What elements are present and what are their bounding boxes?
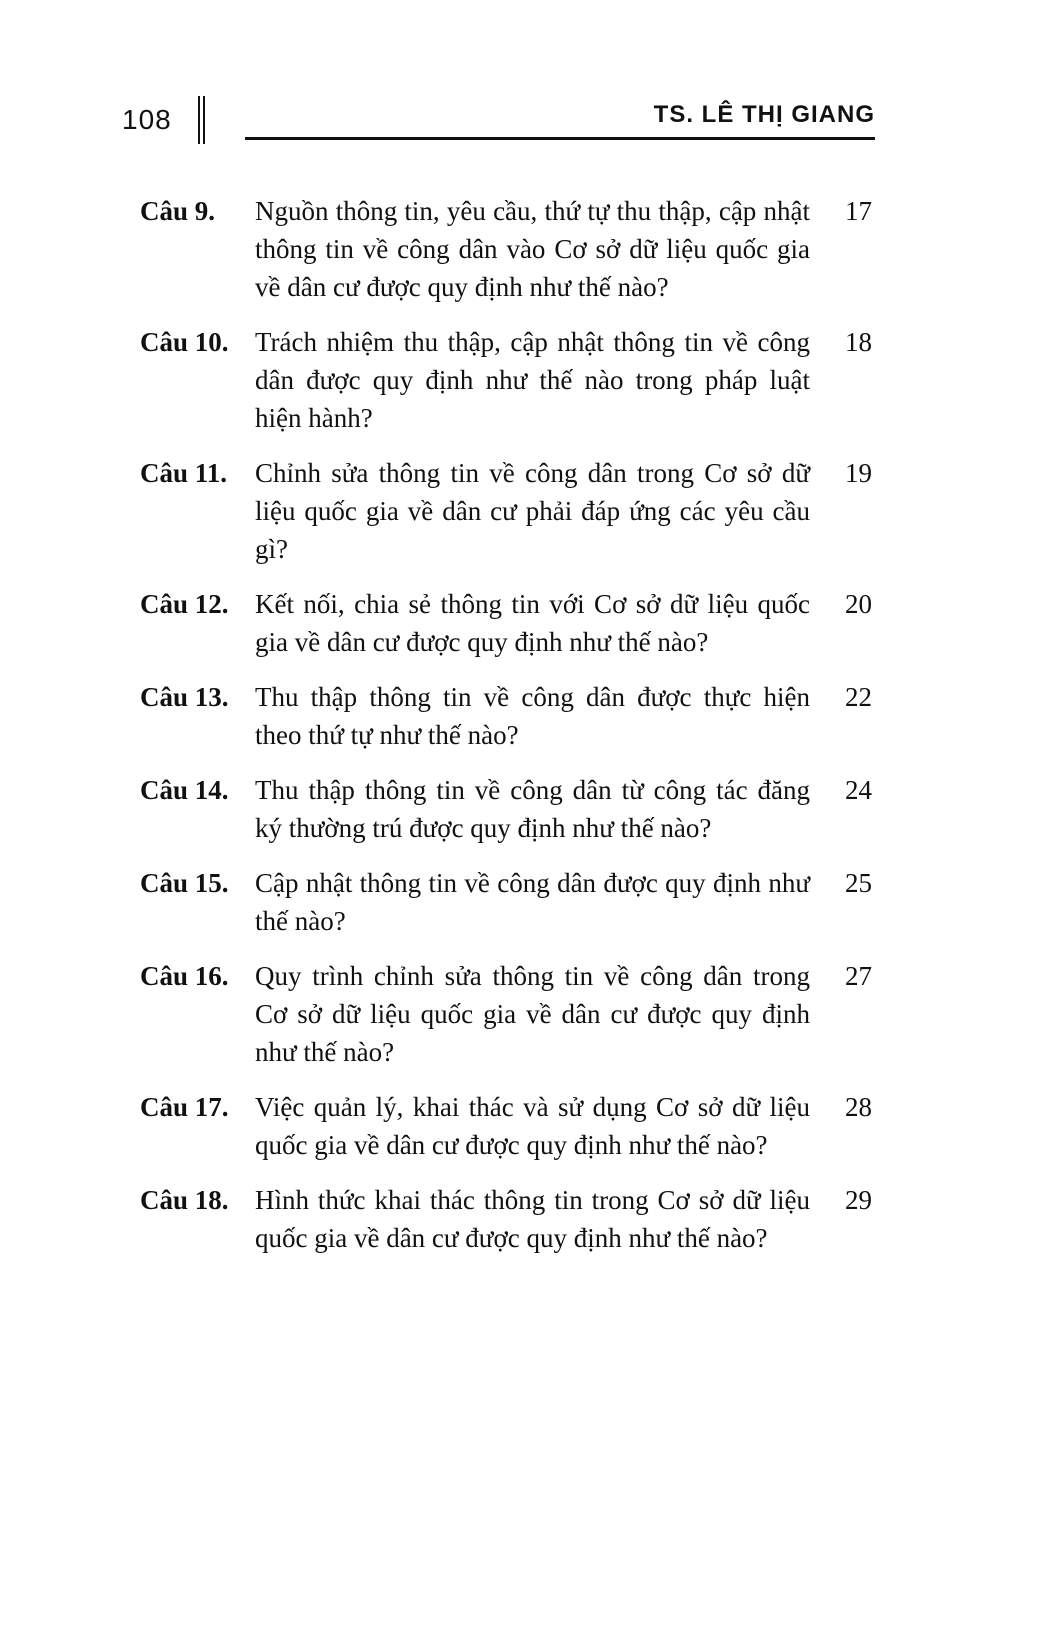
entry-page: 17 xyxy=(845,196,872,226)
entry-page: 24 xyxy=(845,775,872,805)
entry-page: 19 xyxy=(845,458,872,488)
entry-text: Trách nhiệm thu thập, cập nhật thông tin về công dân được quy định như thế nào trong pháp luật hiện hành? xyxy=(255,327,810,433)
entry-page: 20 xyxy=(845,589,872,619)
entry-text: Việc quản lý, khai thác và sử dụng Cơ sở dữ liệu quốc gia về dân cư được quy định như thế nào? xyxy=(255,1092,810,1160)
toc-entry xyxy=(140,678,872,754)
header-rule xyxy=(245,101,875,140)
entry-label: Câu 14. xyxy=(140,775,229,805)
toc-entry xyxy=(140,864,872,940)
toc-entry xyxy=(140,323,872,437)
page-header xyxy=(122,96,875,140)
entry-page: 28 xyxy=(845,1092,872,1122)
entry-label: Câu 13. xyxy=(140,682,229,712)
entry-text: Thu thập thông tin về công dân từ công tác đăng ký thường trú được quy định như thế nào? xyxy=(255,775,810,843)
entry-page: 29 xyxy=(845,1185,872,1215)
entry-label: Câu 18. xyxy=(140,1185,229,1215)
entry-label: Câu 9. xyxy=(140,196,216,226)
entry-text: Nguồn thông tin, yêu cầu, thứ tự thu thập, cập nhật thông tin về công dân vào Cơ sở dữ liệu quốc gia về dân cư được quy định như thế nào? xyxy=(255,196,810,302)
entry-text: Chỉnh sửa thông tin về công dân trong Cơ sở dữ liệu quốc gia về dân cư phải đáp ứng các yêu cầu gì? xyxy=(255,458,810,564)
page-number: 108 xyxy=(122,104,172,135)
entry-page: 18 xyxy=(845,327,872,357)
entry-label: Câu 15. xyxy=(140,868,229,898)
entry-label: Câu 10. xyxy=(140,327,229,357)
entry-text: Quy trình chỉnh sửa thông tin về công dân trong Cơ sở dữ liệu quốc gia về dân cư được quy định như thế nào? xyxy=(255,961,810,1067)
entry-page: 25 xyxy=(845,868,872,898)
toc-entry xyxy=(140,585,872,661)
toc-entry xyxy=(140,192,872,306)
author-name: TS. LÊ THỊ GIANG xyxy=(653,101,875,128)
entry-text: Cập nhật thông tin về công dân được quy định như thế nào? xyxy=(255,868,810,936)
toc-list xyxy=(140,192,872,1274)
toc-entry xyxy=(140,1181,872,1257)
double-bar-icon xyxy=(198,96,205,144)
entry-label: Câu 11. xyxy=(140,458,228,488)
toc-entry xyxy=(140,771,872,847)
entry-page: 27 xyxy=(845,961,872,991)
toc-entry xyxy=(140,1088,872,1164)
entry-text: Thu thập thông tin về công dân được thực hiện theo thứ tự như thế nào? xyxy=(255,682,810,750)
toc-entry xyxy=(140,957,872,1071)
entry-page: 22 xyxy=(845,682,872,712)
entry-label: Câu 17. xyxy=(140,1092,229,1122)
entry-label: Câu 12. xyxy=(140,589,229,619)
entry-text: Kết nối, chia sẻ thông tin với Cơ sở dữ liệu quốc gia về dân cư được quy định như thế nào? xyxy=(255,589,810,657)
entry-label: Câu 16. xyxy=(140,961,229,991)
entry-text: Hình thức khai thác thông tin trong Cơ sở dữ liệu quốc gia về dân cư được quy định như thế nào? xyxy=(255,1185,810,1253)
toc-entry xyxy=(140,454,872,568)
